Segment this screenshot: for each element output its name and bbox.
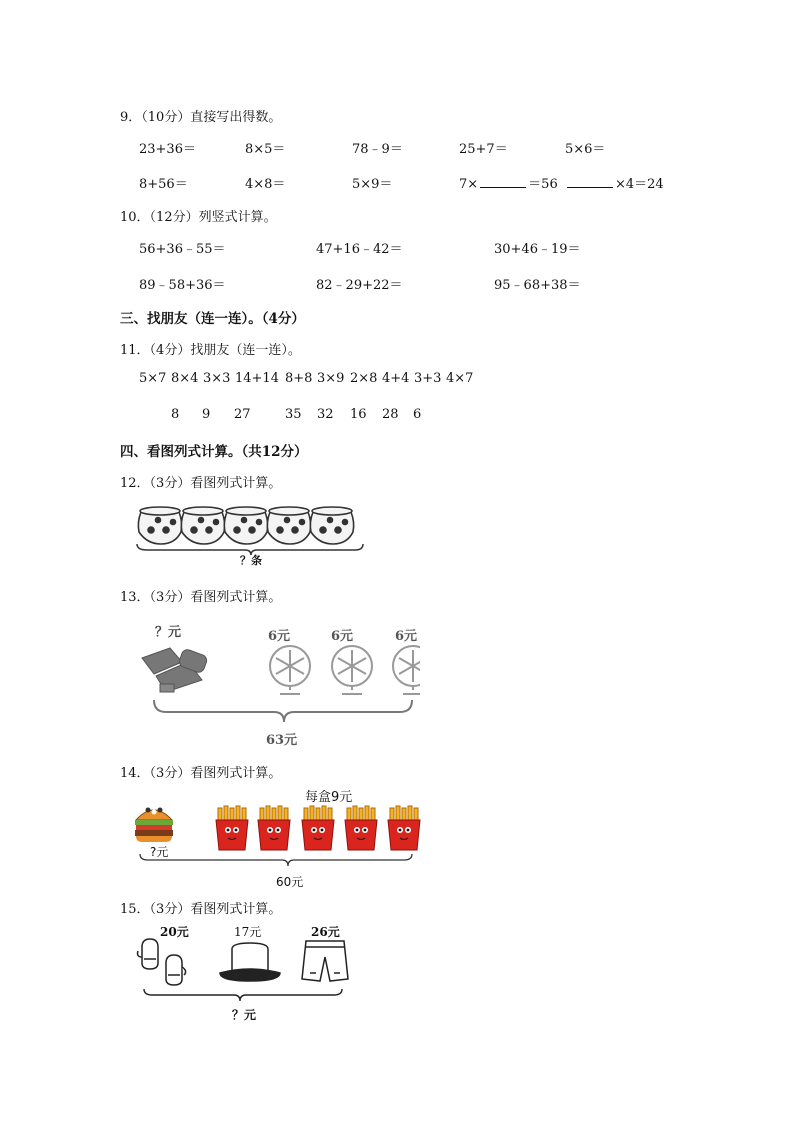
q13-total: 63元	[266, 733, 298, 748]
q15-price: 26元	[311, 925, 340, 939]
fish-bowl-icon	[224, 507, 267, 544]
q14-total: 60元	[276, 875, 304, 889]
q11-expr: 14+14	[235, 371, 279, 386]
q9-fill2-suffix: ×4＝24	[615, 177, 664, 192]
section-4-heading: 四、看图列式计算。（共12分）	[120, 444, 308, 460]
q10-item: 89﹣58+36＝	[139, 278, 226, 293]
q10-item: 30+46﹣19＝	[494, 242, 581, 257]
fries-box-icon	[302, 806, 334, 850]
fan-icon	[393, 646, 420, 694]
burger-icon	[135, 808, 173, 843]
q10-item: 56+36﹣55＝	[139, 242, 226, 257]
q11-answer: 9	[202, 407, 211, 422]
q11-expr: 2×8	[350, 371, 378, 386]
q13-fan-price: 6元	[268, 629, 291, 644]
q11-answer: 16	[350, 407, 367, 422]
clothes-figure	[136, 935, 352, 1007]
q14-title: 14．（3分）看图列式计算。	[120, 766, 282, 781]
fries-box-icon	[345, 806, 377, 850]
fan-icon	[332, 646, 372, 694]
q13-binocular-price: ？元	[155, 625, 182, 640]
q9-item: 4×8＝	[245, 177, 286, 192]
binoculars-icon	[142, 648, 208, 692]
q11-expr: 4×7	[446, 371, 474, 386]
q9-item: 8+56＝	[139, 177, 188, 192]
q9-item: 78﹣9＝	[352, 142, 403, 157]
q9-fill1-suffix: ＝56	[528, 177, 558, 192]
binoculars-fans-figure	[140, 640, 420, 730]
q14-burger-price: ?元	[150, 845, 169, 859]
q11-expr: 3+3	[414, 371, 442, 386]
fish-bowl-icon	[267, 507, 310, 544]
q11-answer: 35	[285, 407, 302, 422]
q9-item: 5×6＝	[565, 142, 606, 157]
q9-item: 8×5＝	[245, 142, 286, 157]
q10-title: 10．（12分）列竖式计算。	[120, 210, 277, 225]
brace	[144, 989, 342, 1001]
fries-box-icon	[388, 806, 420, 850]
q11-expr: 5×7	[139, 371, 167, 386]
brace	[154, 700, 412, 722]
q10-item: 95﹣68+38＝	[494, 278, 581, 293]
fish-bowl-icon	[310, 507, 353, 544]
q11-title: 11．（4分）找朋友（连一连）。	[120, 343, 301, 358]
hat-icon	[220, 943, 280, 981]
q15-price: 20元	[160, 925, 189, 939]
q11-expr: 4+4	[382, 371, 410, 386]
shorts-icon	[302, 941, 348, 981]
fries-box-icon	[258, 806, 290, 850]
fries-box-icon	[216, 806, 248, 850]
q11-answer: 8	[171, 407, 180, 422]
answer-blank[interactable]	[480, 176, 526, 188]
fan-icon	[270, 646, 310, 694]
q15-price: 17元	[234, 925, 262, 939]
q10-item: 82﹣29+22＝	[316, 278, 403, 293]
q11-expr: 8×4	[171, 371, 199, 386]
burger-fries-figure	[132, 800, 422, 868]
q11-answer: 6	[413, 407, 422, 422]
q12-label: ？条	[240, 554, 262, 567]
brace	[140, 854, 412, 866]
answer-blank[interactable]	[567, 176, 613, 188]
q9-item: 25+7＝	[459, 142, 508, 157]
section-3-heading: 三、找朋友（连一连）。（4分）	[120, 311, 305, 327]
q15-total: ？元	[232, 1008, 257, 1022]
q14-per-box: 每盒9元	[305, 790, 353, 805]
mittens-icon	[138, 939, 186, 985]
q11-expr: 8+8	[285, 371, 313, 386]
q11-answer: 28	[382, 407, 399, 422]
q10-item: 47+16﹣42＝	[316, 242, 403, 257]
q11-expr: 3×9	[317, 371, 345, 386]
q15-title: 15．（3分）看图列式计算。	[120, 902, 282, 917]
q11-answer: 32	[317, 407, 334, 422]
q9-fill-blank-1	[459, 173, 558, 192]
q11-answer: 27	[234, 407, 251, 422]
q9-title: 9．（10分）直接写出得数。	[120, 110, 282, 125]
q9-fill1-prefix: 7×	[459, 177, 479, 192]
fish-bowl-icon	[181, 507, 224, 544]
q9-item: 5×9＝	[352, 177, 393, 192]
q11-expr: 3×3	[203, 371, 231, 386]
q13-title: 13．（3分）看图列式计算。	[120, 590, 282, 605]
q9-item: 23+36＝	[139, 142, 196, 157]
fish-bowl-icon	[138, 507, 181, 544]
q13-fan-price: 6元	[331, 629, 354, 644]
q12-title: 12．（3分）看图列式计算。	[120, 476, 282, 491]
q13-fan-price: 6元	[395, 629, 418, 644]
q9-fill-blank-2	[565, 173, 664, 192]
